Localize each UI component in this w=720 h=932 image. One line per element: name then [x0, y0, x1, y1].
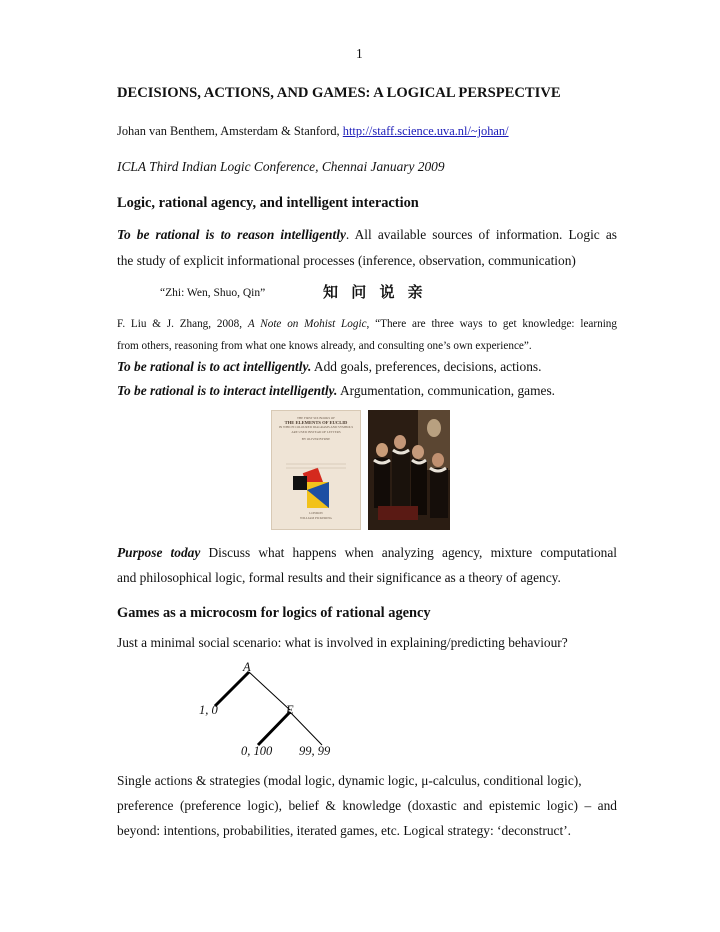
emphasis-act: To be rational is to act intelligently.: [117, 359, 312, 374]
logics-line3: beyond: intentions, probabilities, iterated games, etc. Logical strategy: ‘deconstruct’.: [117, 823, 572, 838]
section-heading-games: Games as a microcosm for logics of rational agency: [117, 605, 431, 621]
tree-edge-bold-left: [215, 672, 249, 706]
logics-line1: Single actions & strategies (modal logic, dynamic logic, μ-calculus, conditional logic),: [117, 773, 582, 788]
cover-line5: BY OLIVER BYRNE: [301, 437, 331, 441]
paragraph-reason-line2: the study of explicit informational processes (inference, observation, communication): [117, 253, 576, 268]
tree-leaf-3: 99, 99: [299, 744, 331, 758]
paragraph-text: Add goals, preferences, decisions, actions.: [311, 359, 542, 374]
emphasis-purpose: Purpose today: [117, 545, 201, 560]
purpose-line2: and philosophical logic, formal results and their significance as a theory of agency.: [117, 570, 561, 585]
paragraph-text: Discuss what happens when analyzing agency, mixture computational: [200, 545, 617, 560]
cover-line2: THE ELEMENTS OF EUCLID: [284, 419, 348, 425]
citation-title: A Note on Mohist Logic: [247, 318, 367, 330]
tree-node-root: A: [243, 660, 251, 674]
tree-leaf-1: 1, 0: [199, 703, 218, 717]
zhi-chinese: 知 问 说 亲: [323, 283, 427, 301]
cover-line3: IN WHICH COLOURED DIAGRAMS AND SYMBOLS: [278, 425, 354, 429]
zhi-latin: “Zhi: Wen, Shuo, Qin”: [160, 287, 266, 299]
games-intro: Just a minimal social scenario: what is involved in explaining/predicting behaviour?: [117, 635, 568, 650]
citation-authors: F. Liu & J. Zhang, 2008,: [117, 318, 248, 330]
author-text: Johan van Benthem, Amsterdam & Stanford,: [117, 124, 340, 138]
cover-footer2: WILLIAM PICKERING: [300, 515, 332, 520]
citation-quote: , “There are three ways to get knowledge: learning: [366, 318, 617, 330]
cover-line4: ARE USED INSTEAD OF LETTERS: [291, 429, 341, 434]
paragraph-text: Argumentation, communication, games.: [337, 383, 556, 398]
author-url-link[interactable]: http://staff.science.uva.nl/~johan/: [342, 124, 509, 138]
citation-line2: from others, reasoning from what one knows already, and consulting one’s own experience”.: [117, 340, 532, 352]
section-heading-logic: Logic, rational agency, and intelligent interaction: [117, 195, 419, 211]
cover-footer1: LONDON: [309, 511, 323, 515]
page-number: 1: [356, 46, 363, 61]
cover-line1: THE FIRST SIX BOOKS OF: [296, 416, 336, 420]
document-title: DECISIONS, ACTIONS, AND GAMES: A LOGICAL PERSPECTIVE: [117, 85, 561, 101]
logics-line2: preference (preference logic), belief & knowledge (doxastic and epistemic logic) – and: [117, 798, 617, 813]
tree-edge-right: [249, 672, 290, 710]
emphasis-reason: To be rational is to reason intelligently: [117, 227, 346, 242]
tree-edge-right2: [290, 712, 322, 745]
tree-node-e: E: [286, 703, 294, 717]
emphasis-interact: To be rational is to interact intelligently.: [117, 383, 338, 398]
conference-line: ICLA Third Indian Logic Conference, Chennai January 2009: [117, 159, 445, 174]
tree-leaf-2: 0, 100: [241, 744, 273, 758]
paragraph-text: . All available sources of information. Logic as: [345, 227, 617, 242]
